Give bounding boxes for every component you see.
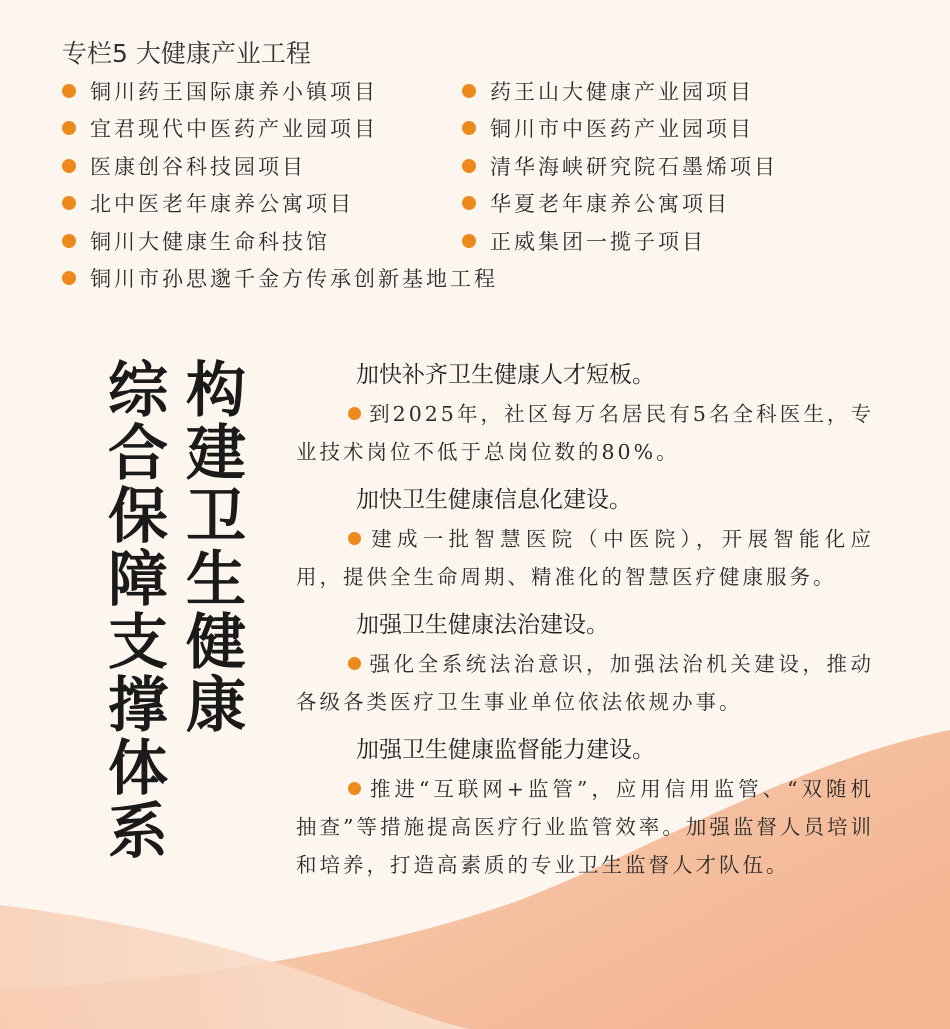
section-body bbox=[296, 520, 874, 596]
project-list bbox=[62, 72, 902, 297]
bullet-icon bbox=[348, 407, 361, 420]
section-text: 到2025年，社区每万名居民有5名全科医生，专业技术岗位不低于总岗位数的80%。 bbox=[296, 402, 874, 464]
project-item bbox=[62, 222, 462, 260]
section-heading: 加强卫生健康法治建设。 bbox=[356, 612, 609, 638]
project-label: 华夏老年康养公寓项目 bbox=[490, 192, 730, 217]
project-label: 药王山大健康产业园项目 bbox=[490, 79, 754, 104]
project-label: 铜川药王国际康养小镇项目 bbox=[90, 79, 378, 104]
vertical-title-left: 综合保障支撑体系 bbox=[98, 358, 168, 862]
project-item bbox=[462, 222, 882, 260]
project-label: 清华海峡研究院石墨烯项目 bbox=[490, 154, 778, 179]
content bbox=[296, 356, 874, 894]
bullet-icon bbox=[62, 121, 76, 135]
section-body bbox=[296, 395, 874, 471]
section bbox=[296, 356, 874, 471]
project-item bbox=[62, 110, 462, 148]
bullet-icon bbox=[62, 234, 76, 248]
bullet-icon bbox=[62, 271, 76, 285]
project-item bbox=[462, 72, 882, 110]
section-text: 建成一批智慧医院（中医院），开展智能化应用，提供全生命周期、精准化的智慧医疗健康服务。 bbox=[296, 527, 874, 589]
bullet-icon bbox=[348, 782, 361, 795]
project-item bbox=[462, 110, 882, 148]
project-item bbox=[62, 185, 462, 223]
project-item bbox=[462, 147, 882, 185]
bullet-icon bbox=[462, 234, 476, 248]
section-heading: 加强卫生健康监督能力建设。 bbox=[356, 737, 655, 763]
bullet-icon bbox=[62, 196, 76, 210]
section-heading: 加快补齐卫生健康人才短板。 bbox=[356, 362, 655, 388]
bullet-icon bbox=[462, 121, 476, 135]
project-label: 铜川大健康生命科技馆 bbox=[90, 229, 330, 254]
bullet-icon bbox=[462, 84, 476, 98]
bullet-icon bbox=[462, 196, 476, 210]
vertical-title-right: 构建卫生健康 bbox=[176, 358, 246, 736]
section bbox=[296, 606, 874, 721]
bullet-icon bbox=[462, 159, 476, 173]
project-item bbox=[62, 72, 462, 110]
bullet-icon bbox=[62, 159, 76, 173]
project-label: 宜君现代中医药产业园项目 bbox=[90, 117, 378, 142]
section-body bbox=[296, 645, 874, 721]
project-label: 正威集团一揽子项目 bbox=[490, 229, 706, 254]
section bbox=[296, 481, 874, 596]
section-body bbox=[296, 770, 874, 884]
section-text: 推进“互联网+监管”，应用信用监管、“双随机抽查”等措施提高医疗行业监管效率。加强监督人员培训和培养，打造高素质的专业卫生监督人才队伍。 bbox=[296, 777, 874, 877]
project-item bbox=[62, 260, 882, 298]
project-label: 医康创谷科技园项目 bbox=[90, 154, 306, 179]
bullet-icon bbox=[348, 657, 361, 670]
project-label: 铜川市中医药产业园项目 bbox=[490, 117, 754, 142]
project-label: 铜川市孙思邈千金方传承创新基地工程 bbox=[90, 267, 498, 292]
project-label: 北中医老年康养公寓项目 bbox=[90, 192, 354, 217]
project-item bbox=[62, 147, 462, 185]
box-title: 专栏5 大健康产业工程 bbox=[62, 39, 311, 68]
section-heading: 加快卫生健康信息化建设。 bbox=[356, 487, 632, 513]
bullet-icon bbox=[62, 84, 76, 98]
section bbox=[296, 731, 874, 884]
bullet-icon bbox=[348, 532, 361, 545]
section-text: 强化全系统法治意识，加强法治机关建设，推动各级各类医疗卫生事业单位依法依规办事。 bbox=[296, 652, 874, 714]
project-item bbox=[462, 185, 882, 223]
